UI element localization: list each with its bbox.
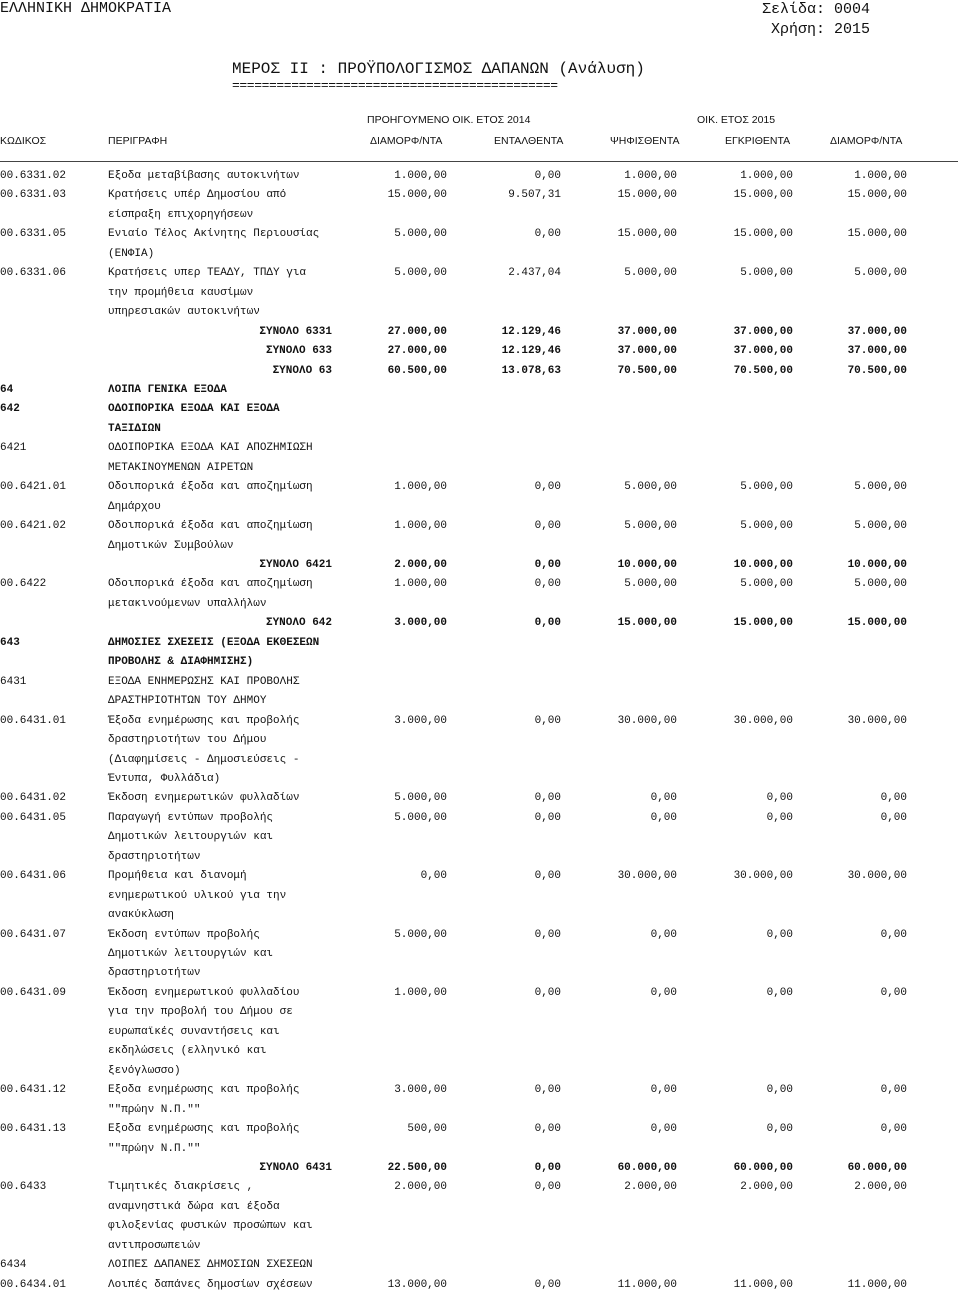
row-description: ΠΡΟΒΟΛΗΣ & ΔΙΑΦΗΜΙΣΗΣ) — [108, 656, 254, 668]
subtotal-label: ΣΥΝΟΛΟ 63 — [272, 365, 332, 377]
table-row — [0, 831, 960, 850]
table-row — [0, 695, 960, 714]
amount-cell: 5.000,00 — [624, 520, 677, 532]
amount-cell: 11.000,00 — [733, 1279, 793, 1291]
row-description: Δημοτικών λειτουργιών και — [108, 948, 274, 960]
amount-cell: 5.000,00 — [394, 812, 447, 824]
amount-cell: 15.000,00 — [733, 617, 793, 629]
amount-cell: 0,00 — [650, 929, 677, 941]
row-description: ευρωπαϊκές συναντήσεις και — [108, 1026, 280, 1038]
amount-cell: 5.000,00 — [394, 228, 447, 240]
amount-cell: 1.000,00 — [624, 170, 677, 182]
amount-cell: 12.129,46 — [501, 345, 561, 357]
table-row — [0, 1045, 960, 1064]
amount-cell: 0,00 — [880, 812, 907, 824]
table-row — [0, 345, 960, 364]
row-description: Οδοιπορικά έξοδα και αποζημίωση — [108, 520, 313, 532]
amount-cell: 0,00 — [534, 617, 561, 629]
description-column-header: ΠΕΡΙΓΡΑΦΗ — [108, 135, 168, 147]
table-row — [0, 1220, 960, 1239]
row-description: ""πρώην Ν.Π."" — [108, 1143, 201, 1155]
amount-cell: 5.000,00 — [740, 520, 793, 532]
table-row — [0, 870, 960, 889]
row-code: 00.6331.02 — [0, 170, 67, 182]
table-row — [0, 1065, 960, 1084]
amount-cell: 5.000,00 — [394, 792, 447, 804]
amount-cell: 0,00 — [534, 1123, 561, 1135]
row-description: Οδοιπορικά έξοδα και αποζημίωση — [108, 481, 313, 493]
row-description: δραστηριοτήτων του Δήμου — [108, 734, 267, 746]
amount-cell: 2.000,00 — [854, 1181, 907, 1193]
table-row — [0, 1201, 960, 1220]
table-row — [0, 987, 960, 1006]
subtotal-label: ΣΥΝΟΛΟ 642 — [265, 617, 332, 629]
row-code: 00.6421.02 — [0, 520, 67, 532]
table-row — [0, 481, 960, 500]
amount-cell: 0,00 — [534, 1162, 561, 1174]
row-description: είσπραξη επιχορηγήσεων — [108, 209, 254, 221]
table-row — [0, 559, 960, 578]
table-row — [0, 578, 960, 597]
row-code: 00.6431.09 — [0, 987, 67, 999]
subtotal-label: ΣΥΝΟΛΟ 633 — [265, 345, 332, 357]
row-description: Ενιαίο Τέλος Ακίνητης Περιουσίας — [108, 228, 320, 240]
amount-cell: 27.000,00 — [387, 345, 447, 357]
row-description: ΔΗΜΟΣΙΕΣ ΣΧΕΣΕΙΣ (ΕΞΟΔΑ ΕΚΘΕΣΕΩΝ — [108, 637, 320, 649]
table-row — [0, 967, 960, 986]
amount-cell: 1.000,00 — [394, 520, 447, 532]
table-row — [0, 734, 960, 753]
amount-cell: 500,00 — [407, 1123, 447, 1135]
amount-cell: 27.000,00 — [387, 326, 447, 338]
amount-cell: 0,00 — [534, 929, 561, 941]
header-divider — [0, 161, 958, 162]
amount-cell: 5.000,00 — [854, 481, 907, 493]
row-description: ενημερωτικού υλικού για την — [108, 890, 287, 902]
row-description: Εξοδα μεταβίβασης αυτοκινήτων — [108, 170, 300, 182]
table-row — [0, 1026, 960, 1045]
amount-cell: 37.000,00 — [847, 326, 907, 338]
table-row — [0, 1143, 960, 1162]
amount-cell: 9.507,31 — [508, 189, 561, 201]
row-description: ΜΕΤΑΚΙΝΟΥΜΕΝΩΝ ΑΙΡΕΤΩΝ — [108, 462, 254, 474]
table-row — [0, 909, 960, 928]
amount-cell: 0,00 — [766, 1123, 793, 1135]
amount-cell: 2.437,04 — [508, 267, 561, 279]
amount-cell: 0,00 — [766, 792, 793, 804]
table-row — [0, 715, 960, 734]
amount-cell: 5.000,00 — [740, 267, 793, 279]
row-code: 00.6431.02 — [0, 792, 67, 804]
amount-cell: 37.000,00 — [733, 345, 793, 357]
amount-cell: 0,00 — [650, 1084, 677, 1096]
amount-cell: 15.000,00 — [847, 189, 907, 201]
table-row — [0, 501, 960, 520]
amount-cell: 0,00 — [534, 170, 561, 182]
row-description: ΟΔΟΙΠΟΡΙΚΑ ΕΞΟΔΑ ΚΑΙ ΕΞΟΔΑ — [108, 403, 280, 415]
amount-cell: 5.000,00 — [854, 267, 907, 279]
amount-cell: 5.000,00 — [624, 578, 677, 590]
page-number: Σελίδα: 0004 — [761, 1, 870, 18]
amount-cell: 5.000,00 — [740, 578, 793, 590]
row-code: 6421 — [0, 442, 27, 454]
amount-cell: 0,00 — [880, 792, 907, 804]
row-description: μετακινούμενων υπαλλήλων — [108, 598, 267, 610]
amount-cell: 5.000,00 — [854, 578, 907, 590]
row-code: 6431 — [0, 676, 27, 688]
row-description: Έκδοση εντύπων προβολής — [108, 929, 260, 941]
row-code: 642 — [0, 403, 20, 415]
table-row — [0, 287, 960, 306]
row-description: Δημοτικών λειτουργιών και — [108, 831, 274, 843]
page-meta — [762, 0, 870, 40]
amount-cell: 70.500,00 — [847, 365, 907, 377]
amount-cell: 0,00 — [766, 929, 793, 941]
table-row — [0, 540, 960, 559]
table-row — [0, 442, 960, 461]
amount-cell: 5.000,00 — [394, 929, 447, 941]
amount-cell: 1.000,00 — [394, 481, 447, 493]
amount-cell: 0,00 — [534, 870, 561, 882]
amount-cell: 11.000,00 — [847, 1279, 907, 1291]
amount-cell: 3.000,00 — [394, 715, 447, 727]
country-header: ΕΛΛΗΝΙΚΗ ΔΗΜΟΚΡΑΤΙΑ — [0, 0, 172, 17]
amount-cell: 0,00 — [534, 559, 561, 571]
fiscal-year: Χρήση: 2015 — [770, 21, 870, 38]
table-row — [0, 851, 960, 870]
table-row — [0, 365, 960, 384]
table-row — [0, 1104, 960, 1123]
amount-cell: 0,00 — [534, 1181, 561, 1193]
row-description: Δημοτικών Συμβούλων — [108, 540, 234, 552]
approved-column-header: ΕΓΚΡΙΘΕΝΤΑ — [725, 135, 791, 147]
amount-cell: 15.000,00 — [387, 189, 447, 201]
table-row — [0, 948, 960, 967]
row-description: ΔΡΑΣΤΗΡΙΟΤΗΤΩΝ ΤΟΥ ΔΗΜΟΥ — [108, 695, 267, 707]
amount-cell: 37.000,00 — [617, 345, 677, 357]
row-description: Έκδοση ενημερωτικών φυλλαδίων — [108, 792, 300, 804]
page-title: ΜΕΡΟΣ ΙΙ : ΠΡΟΫΠΟΛΟΓΙΣΜΟΣ ΔΑΠΑΝΩΝ (Ανάλυση) — [232, 60, 645, 78]
amount-cell: 30.000,00 — [733, 715, 793, 727]
amount-cell: 0,00 — [534, 578, 561, 590]
amount-cell: 0,00 — [534, 1279, 561, 1291]
amount-cell: 0,00 — [650, 792, 677, 804]
row-description: την προμήθεια καυσίμων — [108, 287, 254, 299]
row-description: Εξοδα ενημέρωσης και προβολής — [108, 1123, 300, 1135]
table-row — [0, 890, 960, 909]
table-row — [0, 306, 960, 325]
amount-cell: 30.000,00 — [617, 715, 677, 727]
amount-cell: 13.078,63 — [501, 365, 561, 377]
table-row — [0, 209, 960, 228]
code-column-header: ΚΩΔΙΚΟΣ — [0, 135, 47, 147]
amount-cell: 13.000,00 — [387, 1279, 447, 1291]
amount-cell: 0,00 — [534, 481, 561, 493]
amount-cell: 15.000,00 — [733, 228, 793, 240]
row-description: φιλοξενίας φυσικών προσώπων και — [108, 1220, 313, 1232]
amount-cell: 22.500,00 — [387, 1162, 447, 1174]
amount-cell: 60.000,00 — [617, 1162, 677, 1174]
amount-cell: 2.000,00 — [740, 1181, 793, 1193]
row-description: Έξοδα ενημέρωσης και προβολής — [108, 715, 300, 727]
table-row — [0, 189, 960, 208]
amount-cell: 15.000,00 — [847, 228, 907, 240]
table-row — [0, 676, 960, 695]
row-description: Εξοδα ενημέρωσης και προβολής — [108, 1084, 300, 1096]
amount-cell: 15.000,00 — [617, 617, 677, 629]
table-row — [0, 1259, 960, 1278]
cur-modified-column-header: ΔΙΑΜΟΡΦ/ΝΤΑ — [830, 135, 903, 147]
amount-cell: 0,00 — [766, 987, 793, 999]
row-code: 00.6331.06 — [0, 267, 67, 279]
row-code: 00.6431.01 — [0, 715, 67, 727]
table-row — [0, 754, 960, 773]
table-row — [0, 1240, 960, 1259]
amount-cell: 5.000,00 — [394, 267, 447, 279]
amount-cell: 37.000,00 — [847, 345, 907, 357]
row-description: Έκδοση ενημερωτικού φυλλαδίου — [108, 987, 300, 999]
table-row — [0, 1162, 960, 1181]
table-row — [0, 1181, 960, 1200]
table-row — [0, 326, 960, 345]
amount-cell: 0,00 — [766, 1084, 793, 1096]
prev-committed-column-header: ΕΝΤΑΛΘΕΝΤΑ — [494, 135, 564, 147]
row-code: 00.6431.12 — [0, 1084, 67, 1096]
row-description: εκδηλώσεις (ελληνικό και — [108, 1045, 267, 1057]
row-description: ΕΞΟΔΑ ΕΝΗΜΕΡΩΣΗΣ ΚΑΙ ΠΡΟΒΟΛΗΣ — [108, 676, 300, 688]
amount-cell: 0,00 — [766, 812, 793, 824]
amount-cell: 0,00 — [534, 812, 561, 824]
amount-cell: 0,00 — [880, 929, 907, 941]
table-row — [0, 248, 960, 267]
row-description: Κρατήσεις υπέρ Δημοσίου από — [108, 189, 287, 201]
amount-cell: 5.000,00 — [854, 520, 907, 532]
subtotal-label: ΣΥΝΟΛΟ 6431 — [259, 1162, 332, 1174]
row-description: (ΕΝΦΙΑ) — [108, 248, 155, 260]
amount-cell: 0,00 — [650, 1123, 677, 1135]
row-code: 00.6434.01 — [0, 1279, 67, 1291]
row-description: Παραγωγή εντύπων προβολής — [108, 812, 274, 824]
row-description: για την προβολή του Δήμου σε — [108, 1006, 293, 1018]
row-description: αναμνηστικά δώρα και έξοδα — [108, 1201, 280, 1213]
row-code: 00.6422 — [0, 578, 47, 590]
row-description: Δημάρχου — [108, 501, 161, 513]
cur-year-header: ΟΙΚ. ΕΤΟΣ 2015 — [697, 114, 776, 126]
row-description: ΛΟΙΠΑ ΓΕΝΙΚΑ ΕΞΟΔΑ — [108, 384, 227, 396]
amount-cell: 2.000,00 — [394, 559, 447, 571]
row-description: ΤΑΞΙΔΙΩΝ — [108, 423, 161, 435]
amount-cell: 0,00 — [534, 792, 561, 804]
amount-cell: 1.000,00 — [394, 578, 447, 590]
amount-cell: 2.000,00 — [624, 1181, 677, 1193]
table-row — [0, 598, 960, 617]
row-code: 6434 — [0, 1259, 27, 1271]
row-code: 00.6431.05 — [0, 812, 67, 824]
row-description: Λοιπές δαπάνες δημοσίων σχέσεων — [108, 1279, 313, 1291]
table-row — [0, 228, 960, 247]
row-description: ""πρώην Ν.Π."" — [108, 1104, 201, 1116]
title-underline: ============================================ — [232, 78, 558, 93]
row-description: Έντυπα, Φυλλάδια) — [108, 773, 221, 785]
amount-cell: 0,00 — [534, 228, 561, 240]
row-description: Προμήθεια και διανομή — [108, 870, 247, 882]
amount-cell: 2.000,00 — [394, 1181, 447, 1193]
table-row — [0, 812, 960, 831]
amount-cell: 0,00 — [650, 812, 677, 824]
voted-column-header: ΨΗΦΙΣΘΕΝΤΑ — [610, 135, 680, 147]
amount-cell: 3.000,00 — [394, 617, 447, 629]
table-row — [0, 929, 960, 948]
amount-cell: 15.000,00 — [617, 189, 677, 201]
amount-cell: 0,00 — [420, 870, 447, 882]
row-description: αντιπροσωπειών — [108, 1240, 201, 1252]
amount-cell: 30.000,00 — [847, 870, 907, 882]
amount-cell: 10.000,00 — [847, 559, 907, 571]
amount-cell: 30.000,00 — [733, 870, 793, 882]
amount-cell: 3.000,00 — [394, 1084, 447, 1096]
row-description: υπηρεσιακών αυτοκινήτων — [108, 306, 260, 318]
amount-cell: 60.000,00 — [733, 1162, 793, 1174]
table-row — [0, 1006, 960, 1025]
table-row — [0, 773, 960, 792]
amount-cell: 11.000,00 — [617, 1279, 677, 1291]
row-code: 00.6431.07 — [0, 929, 67, 941]
table-row — [0, 1123, 960, 1142]
amount-cell: 5.000,00 — [740, 481, 793, 493]
amount-cell: 60.500,00 — [387, 365, 447, 377]
amount-cell: 15.000,00 — [733, 189, 793, 201]
amount-cell: 37.000,00 — [617, 326, 677, 338]
row-description: ξενόγλωσσο) — [108, 1065, 181, 1077]
prev-modified-column-header: ΔΙΑΜΟΡΦ/ΝΤΑ — [370, 135, 443, 147]
prev-year-header: ΠΡΟΗΓΟΥΜΕΝΟ ΟΙΚ. ΕΤΟΣ 2014 — [367, 114, 531, 126]
row-description: Τιμητικές διακρίσεις , — [108, 1181, 254, 1193]
amount-cell: 1.000,00 — [394, 170, 447, 182]
amount-cell: 12.129,46 — [501, 326, 561, 338]
amount-cell: 10.000,00 — [617, 559, 677, 571]
row-code: 64 — [0, 384, 14, 396]
row-code: 00.6431.13 — [0, 1123, 67, 1135]
amount-cell: 30.000,00 — [847, 715, 907, 727]
table-row — [0, 423, 960, 442]
table-row — [0, 384, 960, 403]
amount-cell: 0,00 — [880, 1084, 907, 1096]
amount-cell: 37.000,00 — [733, 326, 793, 338]
amount-cell: 15.000,00 — [847, 617, 907, 629]
table-row — [0, 617, 960, 636]
table-row — [0, 170, 960, 189]
table-row — [0, 656, 960, 675]
subtotal-label: ΣΥΝΟΛΟ 6331 — [259, 326, 332, 338]
table-row — [0, 520, 960, 539]
amount-cell: 0,00 — [650, 987, 677, 999]
amount-cell: 0,00 — [534, 715, 561, 727]
amount-cell: 15.000,00 — [617, 228, 677, 240]
amount-cell: 0,00 — [880, 1123, 907, 1135]
amount-cell: 5.000,00 — [624, 481, 677, 493]
amount-cell: 0,00 — [534, 987, 561, 999]
row-code: 643 — [0, 637, 20, 649]
row-code: 00.6331.03 — [0, 189, 67, 201]
amount-cell: 70.500,00 — [617, 365, 677, 377]
row-description: ανακύκλωση — [108, 909, 175, 921]
amount-cell: 1.000,00 — [394, 987, 447, 999]
subtotal-label: ΣΥΝΟΛΟ 6421 — [259, 559, 332, 571]
row-description: Κρατήσεις υπερ ΤΕΑΔΥ, ΤΠΔΥ για — [108, 267, 307, 279]
table-row — [0, 637, 960, 656]
column-headers — [0, 114, 960, 160]
amount-cell: 1.000,00 — [854, 170, 907, 182]
amount-cell: 5.000,00 — [624, 267, 677, 279]
row-description: δραστηριοτήτων — [108, 851, 201, 863]
row-code: 00.6331.05 — [0, 228, 67, 240]
table-row — [0, 792, 960, 811]
row-description: Οδοιπορικά έξοδα και αποζημίωση — [108, 578, 313, 590]
table-row — [0, 403, 960, 422]
amount-cell: 10.000,00 — [733, 559, 793, 571]
row-code: 00.6431.06 — [0, 870, 67, 882]
amount-cell: 30.000,00 — [617, 870, 677, 882]
row-code: 00.6433 — [0, 1181, 47, 1193]
table-row — [0, 1084, 960, 1103]
table-row — [0, 462, 960, 481]
row-description: δραστηριοτήτων — [108, 967, 201, 979]
amount-cell: 0,00 — [880, 987, 907, 999]
amount-cell: 60.000,00 — [847, 1162, 907, 1174]
table-row — [0, 267, 960, 286]
row-description: ΛΟΙΠΕΣ ΔΑΠΑΝΕΣ ΔΗΜΟΣΙΩΝ ΣΧΕΣΕΩΝ — [108, 1259, 313, 1271]
amount-cell: 70.500,00 — [733, 365, 793, 377]
row-code: 00.6421.01 — [0, 481, 67, 493]
row-description: (Διαφημίσεις - Δημοσιεύσεις - — [108, 754, 300, 766]
amount-cell: 0,00 — [534, 1084, 561, 1096]
row-description: ΟΔΟΙΠΟΡΙΚΑ ΕΞΟΔΑ ΚΑΙ ΑΠΟΖΗΜΙΩΣΗ — [108, 442, 313, 454]
amount-cell: 1.000,00 — [740, 170, 793, 182]
amount-cell: 0,00 — [534, 520, 561, 532]
